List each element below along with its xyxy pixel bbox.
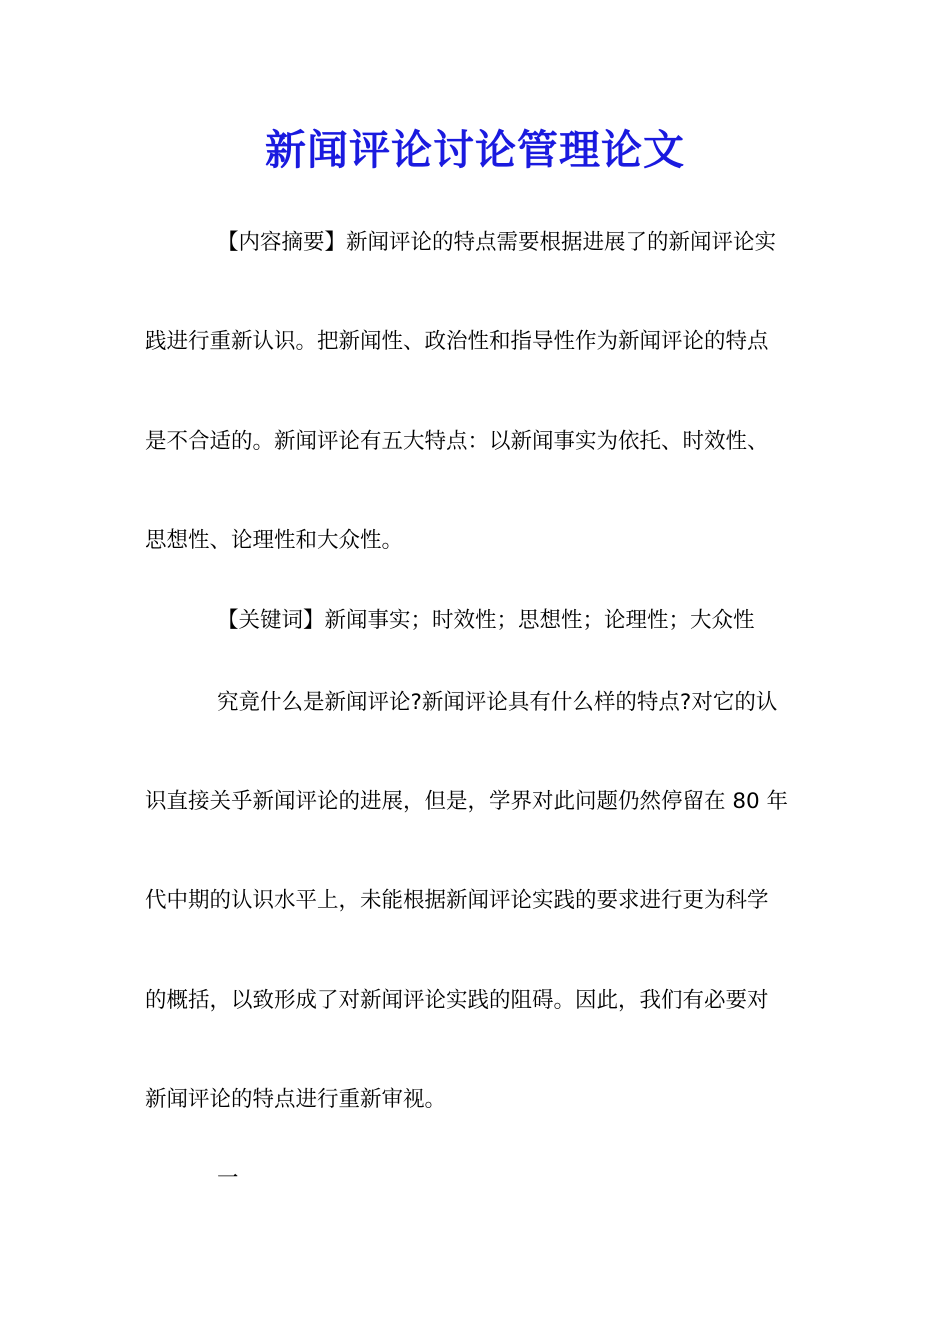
abstract-line-3: 是不合适的。新闻评论有五大特点：以新闻事实为依托、时效性、 [145,429,769,454]
body-line-2: 识直接关乎新闻评论的进展，但是，学界对此问题仍然停留在 80 年 [145,789,789,814]
body-line-3: 代中期的认识水平上，未能根据新闻评论实践的要求进行更为科学 [145,888,769,913]
body-line-5: 新闻评论的特点进行重新审视。 [145,1087,447,1112]
keywords-line: 【关键词】新闻事实；时效性；思想性；论理性；大众性 [217,608,755,633]
document-title: 新闻评论讨论管理论文 [265,126,685,174]
abstract-line-2: 践进行重新认识。把新闻性、政治性和指导性作为新闻评论的特点 [145,329,769,354]
section-heading-mark: 一 [217,1166,239,1191]
body-line-1: 究竟什么是新闻评论?新闻评论具有什么样的特点?对它的认 [217,690,778,715]
body-line-4: 的概括，以致形成了对新闻评论实践的阻碍。因此，我们有必要对 [145,988,769,1013]
abstract-line-1: 【内容摘要】新闻评论的特点需要根据进展了的新闻评论实 [217,230,777,255]
abstract-line-4: 思想性、论理性和大众性。 [145,528,404,553]
